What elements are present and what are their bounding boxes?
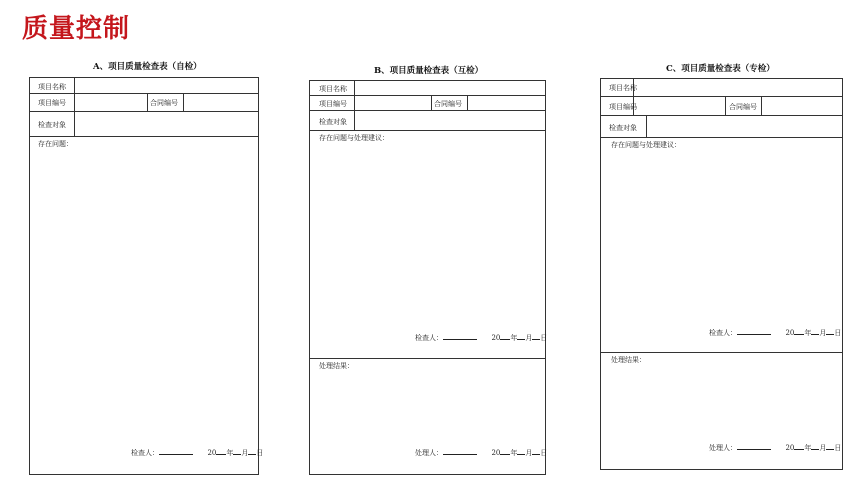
project-number-label: 项目编号 bbox=[319, 100, 347, 108]
project-name-row bbox=[30, 78, 258, 94]
project-number-row bbox=[310, 96, 545, 111]
problems-area[interactable] bbox=[601, 138, 842, 353]
project-name-label: 项目名称 bbox=[38, 83, 66, 91]
problems-label: 存在问题： bbox=[38, 140, 73, 148]
inspection-object-row bbox=[601, 116, 842, 138]
inspection-object-label: 检查对象 bbox=[609, 124, 637, 132]
inspection-object-row bbox=[310, 111, 545, 131]
project-number-row bbox=[601, 97, 842, 116]
project-number-label: 项目编码 bbox=[609, 103, 637, 111]
form-c bbox=[600, 78, 843, 470]
contract-number-label: 合同编号 bbox=[729, 103, 757, 111]
result-area[interactable] bbox=[310, 359, 548, 474]
inspection-object-row bbox=[30, 112, 258, 137]
inspector-signature: 检查人： 20 年 月 日 bbox=[415, 334, 548, 342]
project-name-row bbox=[310, 81, 545, 96]
contract-number-label: 合同编号 bbox=[150, 99, 178, 107]
problems-area[interactable] bbox=[310, 131, 548, 359]
result-label: 处理结果： bbox=[611, 356, 646, 364]
project-number-label: 项目编号 bbox=[38, 99, 66, 107]
result-label: 处理结果： bbox=[319, 362, 354, 370]
form-a-title: A、项目质量检查表（自检） bbox=[93, 62, 202, 72]
problems-label: 存在问题与处理建议： bbox=[611, 141, 681, 149]
problems-area[interactable] bbox=[30, 137, 264, 474]
project-number-row bbox=[30, 94, 258, 112]
inspector-signature: 检查人： 20 年 月 日 bbox=[131, 449, 264, 457]
project-name-label: 项目名称 bbox=[609, 84, 637, 92]
inspection-object-label: 检查对象 bbox=[38, 121, 66, 129]
problems-label: 存在问题与处理建议： bbox=[319, 134, 389, 142]
handler-signature: 处理人： 20 年 月 日 bbox=[415, 449, 548, 457]
form-a bbox=[29, 77, 264, 475]
page-title: 质量控制 bbox=[22, 14, 131, 44]
project-name-label: 项目名称 bbox=[319, 85, 347, 93]
result-area[interactable] bbox=[601, 353, 842, 469]
project-name-row bbox=[601, 79, 842, 97]
handler-signature: 处理人： 20 年 月 日 bbox=[709, 444, 842, 452]
contract-number-label: 合同编号 bbox=[434, 100, 462, 108]
form-c-title: C、项目质量检查表（专检） bbox=[666, 64, 775, 74]
inspector-signature: 检查人： 20 年 月 日 bbox=[709, 329, 842, 337]
form-b-title: B、项目质量检查表（互检） bbox=[374, 66, 484, 76]
inspection-object-label: 检查对象 bbox=[319, 118, 347, 126]
form-b bbox=[309, 80, 546, 475]
